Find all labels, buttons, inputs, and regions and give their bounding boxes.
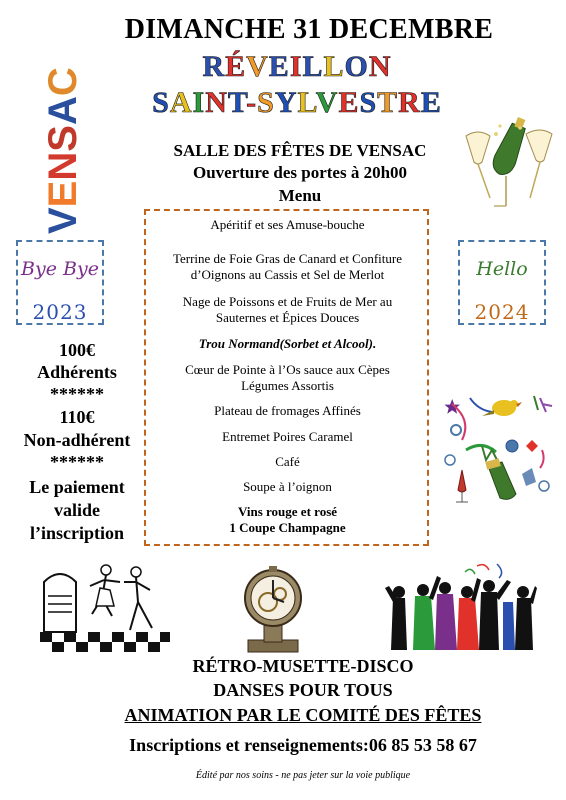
- bye-bye-text: Bye Bye: [21, 258, 99, 280]
- festive-illustration: [442, 390, 554, 506]
- clock-illustration: [238, 564, 308, 656]
- title-reveillon: RÉVEILLON: [202, 50, 392, 83]
- organizer-line: ANIMATION PAR LE COMITÉ DES FÊTES: [124, 705, 482, 725]
- menu-title: Menu: [278, 186, 322, 205]
- separator: ******: [50, 452, 104, 472]
- non-members-label: Non-adhérent: [23, 430, 131, 450]
- menu-item: Apéritif et ses Amuse-bouche: [210, 217, 365, 232]
- menu-item: Sauternes et Épices Douces: [215, 310, 360, 325]
- new-year: 2024: [474, 300, 530, 324]
- hello-text: Hello: [476, 258, 528, 280]
- venue: SALLE DES FÊTES DE VENSAC: [173, 141, 427, 160]
- jukebox-dancers-illustration: [40, 562, 170, 654]
- separator: ******: [50, 384, 104, 404]
- contact-line: Inscriptions et renseignements:06 85 53 58 67: [129, 735, 477, 755]
- menu-item: Trou Normand(Sorbet et Alcool).: [198, 336, 377, 351]
- old-year: 2023: [32, 300, 88, 324]
- footer-note: Édité par nos soins - ne pas jeter sur la voie publique: [195, 770, 411, 781]
- menu-item: Légumes Assortis: [241, 378, 334, 393]
- doors-opening: Ouverture des portes à 20h00: [192, 163, 408, 182]
- bye-bye-box: [16, 240, 104, 325]
- members-label: Adhérents: [37, 362, 117, 382]
- members-price: 100€: [59, 340, 95, 360]
- menu-item: Terrine de Foie Gras de Canard et Confiture: [172, 251, 403, 266]
- menu-box: [144, 209, 429, 546]
- non-members-price: 110€: [59, 407, 95, 427]
- event-date: DIMANCHE 31 DECEMBRE: [124, 14, 494, 45]
- dances-for-all: DANSES POUR TOUS: [213, 680, 393, 700]
- price-block: [14, 340, 140, 550]
- vensac-letter: E: [41, 180, 85, 208]
- menu-item: Café: [275, 454, 300, 469]
- menu-item: Entremet Poires Caramel: [222, 429, 353, 444]
- vensac-letter: C: [41, 67, 85, 97]
- payment-line: Le paiement: [29, 477, 125, 497]
- vensac-letter: S: [41, 125, 85, 152]
- title-saint-sylvestre: SAINT-SYLVESTRE: [152, 86, 442, 119]
- menu-item: Plateau de fromages Affinés: [214, 403, 361, 418]
- vensac-letter: A: [41, 96, 85, 126]
- menu-item: Nage de Poissons et de Fruits de Mer au: [182, 294, 393, 309]
- party-silhouettes-illustration: [385, 562, 537, 654]
- menu-item: 1 Coupe Champagne: [229, 520, 346, 535]
- menu-item: Cœur de Pointe à l’Os sauce aux Cèpes: [185, 362, 390, 377]
- payment-line: valide: [53, 500, 100, 520]
- menu-item: Soupe à l’oignon: [243, 479, 332, 494]
- entertainment-styles: RÉTRO-MUSETTE-DISCO: [192, 656, 414, 676]
- vensac-letter: V: [41, 207, 85, 234]
- payment-line: l’inscription: [29, 523, 124, 543]
- vensac-letter: N: [41, 151, 85, 181]
- menu-item: Vins rouge et rosé: [237, 504, 338, 519]
- hello-box: [458, 240, 546, 325]
- champagne-illustration: [460, 114, 558, 210]
- menu-item: d’Oignons au Cassis et Sel de Merlot: [190, 267, 385, 282]
